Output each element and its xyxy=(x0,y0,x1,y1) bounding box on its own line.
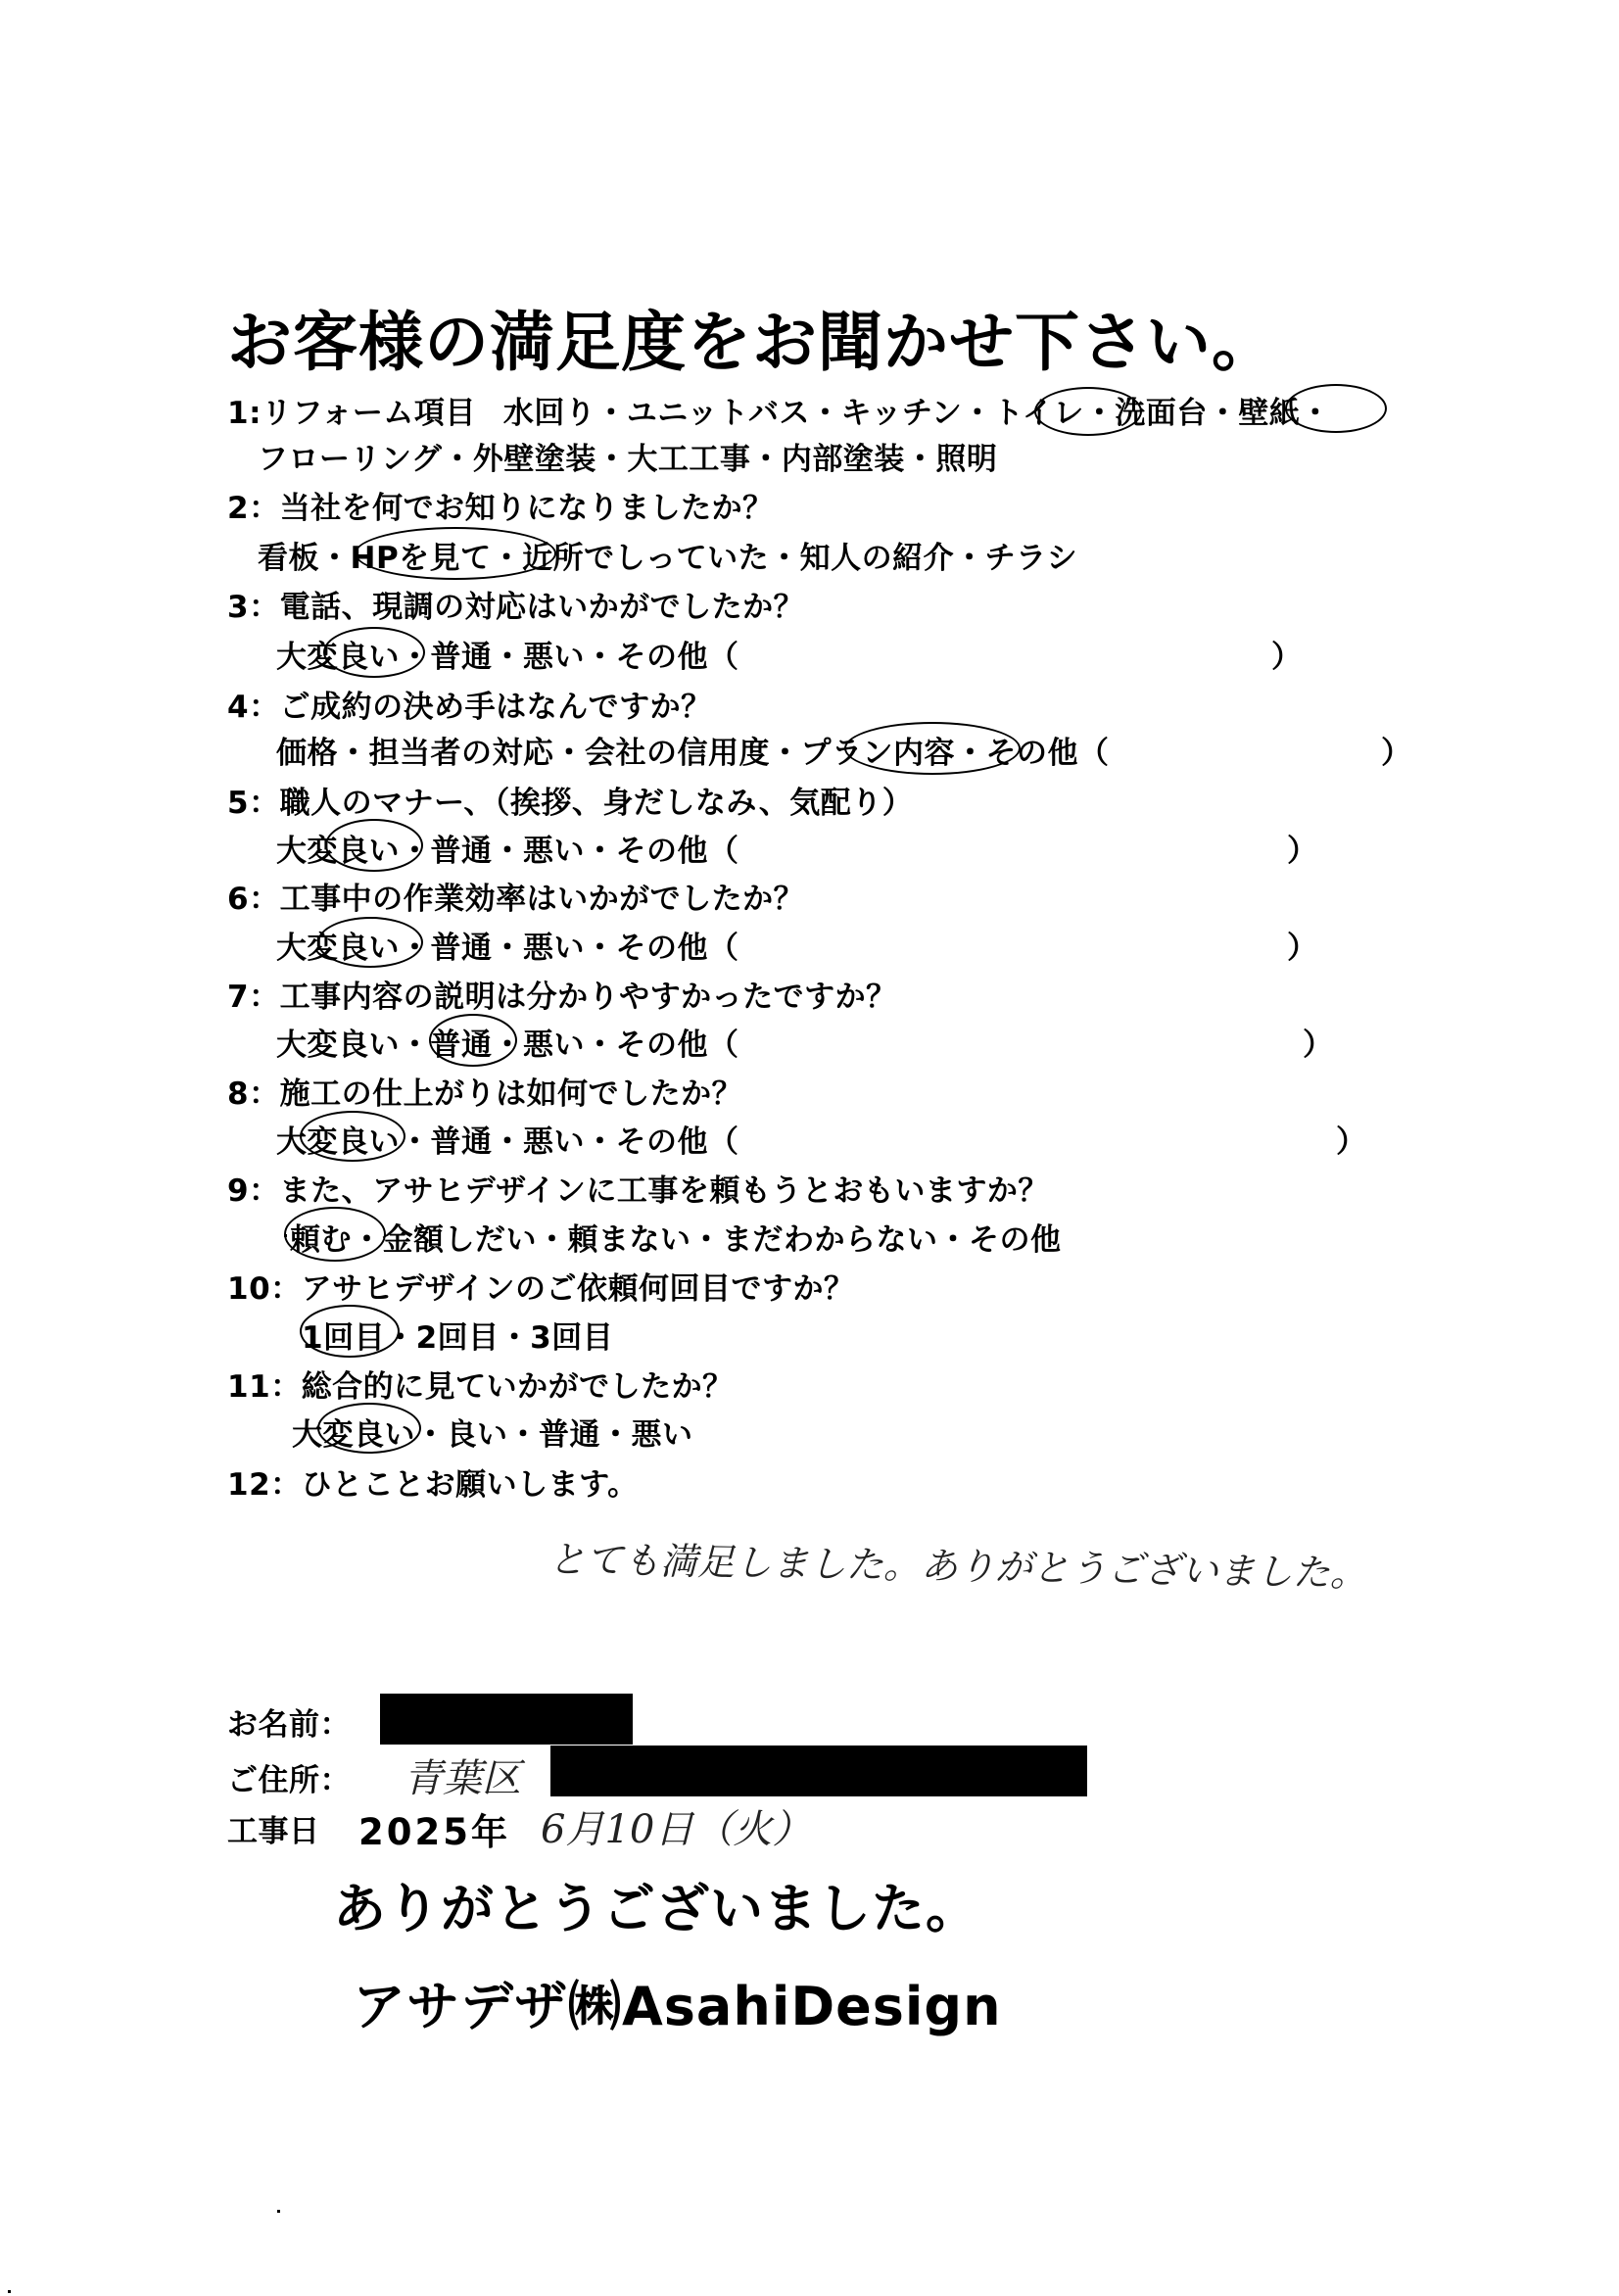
date-year: 2025年 xyxy=(358,1811,510,1853)
question-7-label: 7：工事内容の説明は分かりやすかったですか？ xyxy=(227,980,897,1015)
date-label: 工事日 xyxy=(227,1814,320,1849)
question-3-options: 大変良い・普通・悪い・その他（ xyxy=(276,640,739,675)
question-11-label: 11：総合的に見ていかがでしたか？ xyxy=(227,1369,734,1405)
question-5-options: 大変良い・普通・悪い・その他（ xyxy=(276,834,739,869)
question-1 xyxy=(227,388,1331,432)
page-title: お客様の満足度をお聞かせ下さい。 xyxy=(227,305,1277,380)
answer-circle xyxy=(1285,384,1387,433)
question-3-paren-close: ） xyxy=(1271,640,1303,675)
redacted-address xyxy=(550,1746,1087,1796)
question-4-options: 価格・担当者の対応・会社の信用度・プラン内容・その他（ xyxy=(276,736,1110,771)
answer-circle xyxy=(300,1111,405,1162)
company-signature: アサデザ㈱AsahiDesign xyxy=(353,1976,1002,2037)
question-5-paren-close: ） xyxy=(1287,834,1318,869)
question-10-label: 10：アサヒデザインのご依頼何回目ですか？ xyxy=(227,1271,855,1307)
question-10-options: 1回目・2回目・3回目 xyxy=(302,1320,614,1356)
handwritten-comment: とても満足しました。ありがとうございました。 xyxy=(548,1537,1368,1596)
question-4-label: 4：ご成約の決め手はなんですか？ xyxy=(227,690,712,725)
answer-circle xyxy=(317,1403,421,1454)
address-ward: 青葉区 xyxy=(404,1756,521,1801)
question-8-paren-close: ） xyxy=(1336,1124,1367,1160)
question-11-options: 大変良い・良い・普通・悪い xyxy=(292,1417,693,1453)
answer-circle xyxy=(429,1014,517,1067)
answer-circle xyxy=(325,819,423,872)
question-9-options: 頼む・金額しだい・頼まない・まだわからない・その他 xyxy=(290,1222,1062,1258)
question-3-label: 3：電話、現調の対応はいかがでしたか？ xyxy=(227,590,805,625)
question-12-label: 12：ひとことお願いします。 xyxy=(227,1467,639,1503)
date-handwritten: 6月10日（火） xyxy=(541,1807,812,1852)
answer-circle xyxy=(323,627,425,678)
answer-circle xyxy=(300,1305,400,1358)
answer-circle xyxy=(284,1207,386,1262)
address-label: ご住所： xyxy=(227,1763,351,1798)
question-8-options: 大変良い・普通・悪い・その他（ xyxy=(276,1124,739,1160)
question-6-options: 大変良い・普通・悪い・その他（ xyxy=(276,931,739,966)
name-label: お名前： xyxy=(227,1707,351,1743)
answer-circle xyxy=(844,722,1021,775)
question-5-label: 5：職人のマナー、（挨拶、身だしなみ、気配り） xyxy=(227,786,914,821)
answer-circle xyxy=(355,527,556,580)
question-6-paren-close: ） xyxy=(1287,931,1318,966)
question-6-label: 6：工事中の作業効率はいかがでしたか？ xyxy=(227,882,805,917)
question-2-options: 看板・HPを見て・近所でしっていた・知人の紹介・チラシ xyxy=(258,541,1078,576)
closing-thanks: ありがとうございました。 xyxy=(333,1878,979,1939)
scan-speck xyxy=(277,2210,280,2213)
question-8-label: 8：施工の仕上がりは如何でしたか？ xyxy=(227,1076,743,1112)
answer-circle xyxy=(1034,387,1142,436)
question-7-options: 大変良い・普通・悪い・その他（ xyxy=(276,1028,739,1063)
question-1-label: 1:リフォーム項目 xyxy=(227,396,476,431)
question-1-options: 水回り・ユニットバス・キッチン・トイレ・洗面台・壁紙・ xyxy=(502,396,1331,431)
redacted-name xyxy=(380,1694,633,1745)
question-9-label: 9：また、アサヒデザインに工事を頼もうとおもいますか？ xyxy=(227,1173,1049,1209)
scan-speck xyxy=(8,2290,11,2293)
answer-circle xyxy=(317,917,423,968)
question-7-paren-close: ） xyxy=(1303,1028,1334,1063)
question-4-paren-close: ） xyxy=(1381,736,1412,771)
question-1-options-line2: フローリング・外壁塗装・大工工事・内部塗装・照明 xyxy=(258,442,998,477)
question-2-label: 2：当社を何でお知りになりましたか？ xyxy=(227,491,774,526)
